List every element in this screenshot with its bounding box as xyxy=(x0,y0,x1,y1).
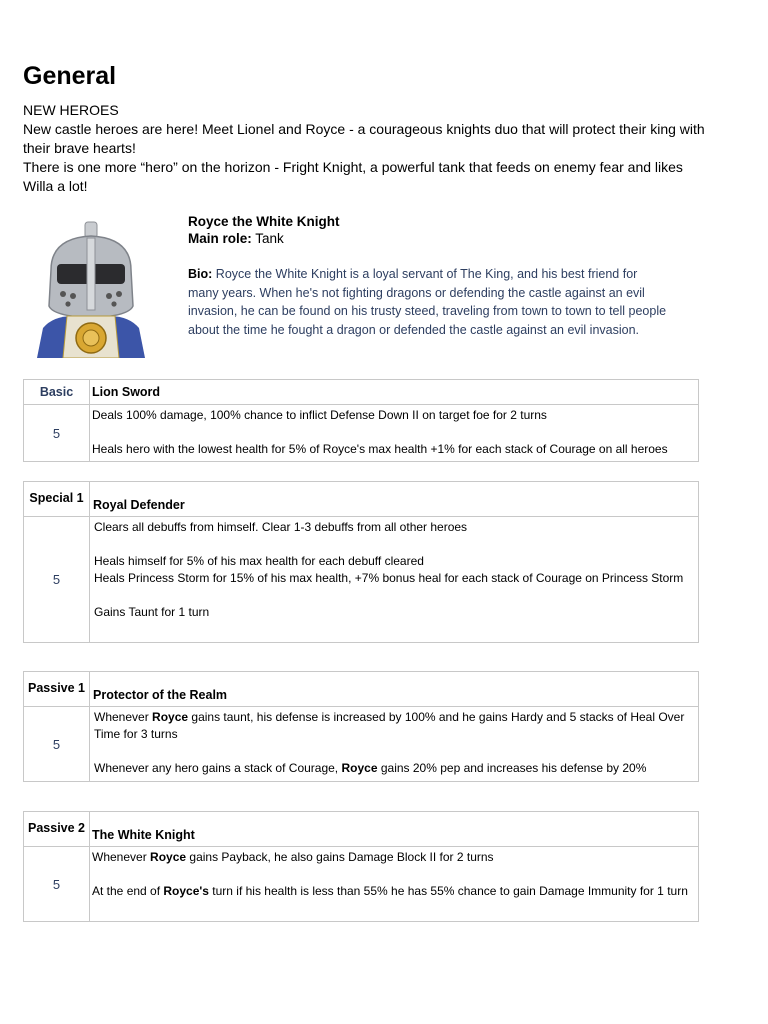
skill-table-passive-2 xyxy=(23,811,699,922)
skill-description xyxy=(90,707,699,782)
intro-paragraph: New castle heroes are here! Meet Lionel and Royce - a courageous knights duo that will protect their king with their brave hearts! xyxy=(23,121,705,156)
skill-table-special-1 xyxy=(23,481,699,643)
hero-bio xyxy=(188,265,668,339)
skill-tag: Basic xyxy=(24,380,90,405)
skill-tag: Passive 1 xyxy=(24,672,90,707)
skill-effect: Heals himself for 5% of his max health for each debuff cleared xyxy=(94,554,424,568)
intro-section xyxy=(23,101,713,196)
skill-level: 5 xyxy=(24,707,90,782)
skill-name: Protector of the Realm xyxy=(90,672,699,707)
hero-name: Royce the White Knight xyxy=(188,214,340,229)
skill-effect: Heals hero with the lowest health for 5% of Royce's max health +1% for each stack of Courage on all heroes xyxy=(92,442,668,456)
intro-heading: NEW HEROES xyxy=(23,102,119,118)
skill-effect: Whenever Royce gains Payback, he also gains Damage Block II for 2 turns xyxy=(92,850,494,864)
skill-name: The White Knight xyxy=(90,812,699,847)
skill-tag: Passive 2 xyxy=(24,812,90,847)
skill-level: 5 xyxy=(24,847,90,922)
skill-name: Lion Sword xyxy=(90,380,699,405)
skill-effect: Deals 100% damage, 100% chance to inflict Defense Down II on target foe for 2 turns xyxy=(92,408,547,422)
intro-paragraph: There is one more “hero” on the horizon - Fright Knight, a powerful tank that feeds on enemy fear and likes Willa a lot! xyxy=(23,159,683,194)
hero-role xyxy=(188,231,284,246)
knight-portrait-image xyxy=(33,220,149,358)
skill-effect: At the end of Royce's turn if his health is less than 55% he has 55% chance to gain Damage Immunity for 1 turn xyxy=(92,884,688,898)
hero-bio-label: Bio: xyxy=(188,267,213,281)
skill-effect: Heals Princess Storm for 15% of his max health, +7% bonus heal for each stack of Courage on Princess Storm xyxy=(94,571,684,585)
skill-effect: Gains Taunt for 1 turn xyxy=(94,605,210,619)
skill-table-passive-1 xyxy=(23,671,699,782)
skill-level: 5 xyxy=(24,405,90,462)
skill-name: Royal Defender xyxy=(90,482,699,517)
page-title: General xyxy=(23,62,117,90)
hero-bio-text: Royce the White Knight is a loyal servant of The King, and his best friend for many years. When he's not fighting dragons or defending the castle against an evil invasion, he can be found on his trusty steed, traveling from town to town to tell people about the time he fought a dragon or defended the castle against an evil invasion. xyxy=(188,267,667,337)
skill-table-basic xyxy=(23,379,699,462)
skill-tag: Special 1 xyxy=(24,482,90,517)
skill-effect: Whenever any hero gains a stack of Courage, Royce gains 20% pep and increases his defense by 20% xyxy=(94,761,647,775)
hero-role-label: Main role: xyxy=(188,231,252,246)
skill-effect: Clears all debuffs from himself. Clear 1-3 debuffs from all other heroes xyxy=(94,520,468,534)
skill-description xyxy=(90,405,699,462)
skill-description xyxy=(90,517,699,643)
skill-level: 5 xyxy=(24,517,90,643)
skill-effect: Whenever Royce gains taunt, his defense is increased by 100% and he gains Hardy and 5 stacks of Heal Over Time for 3 turns xyxy=(94,710,685,741)
skill-description xyxy=(90,847,699,922)
hero-role-value: Tank xyxy=(255,231,284,246)
